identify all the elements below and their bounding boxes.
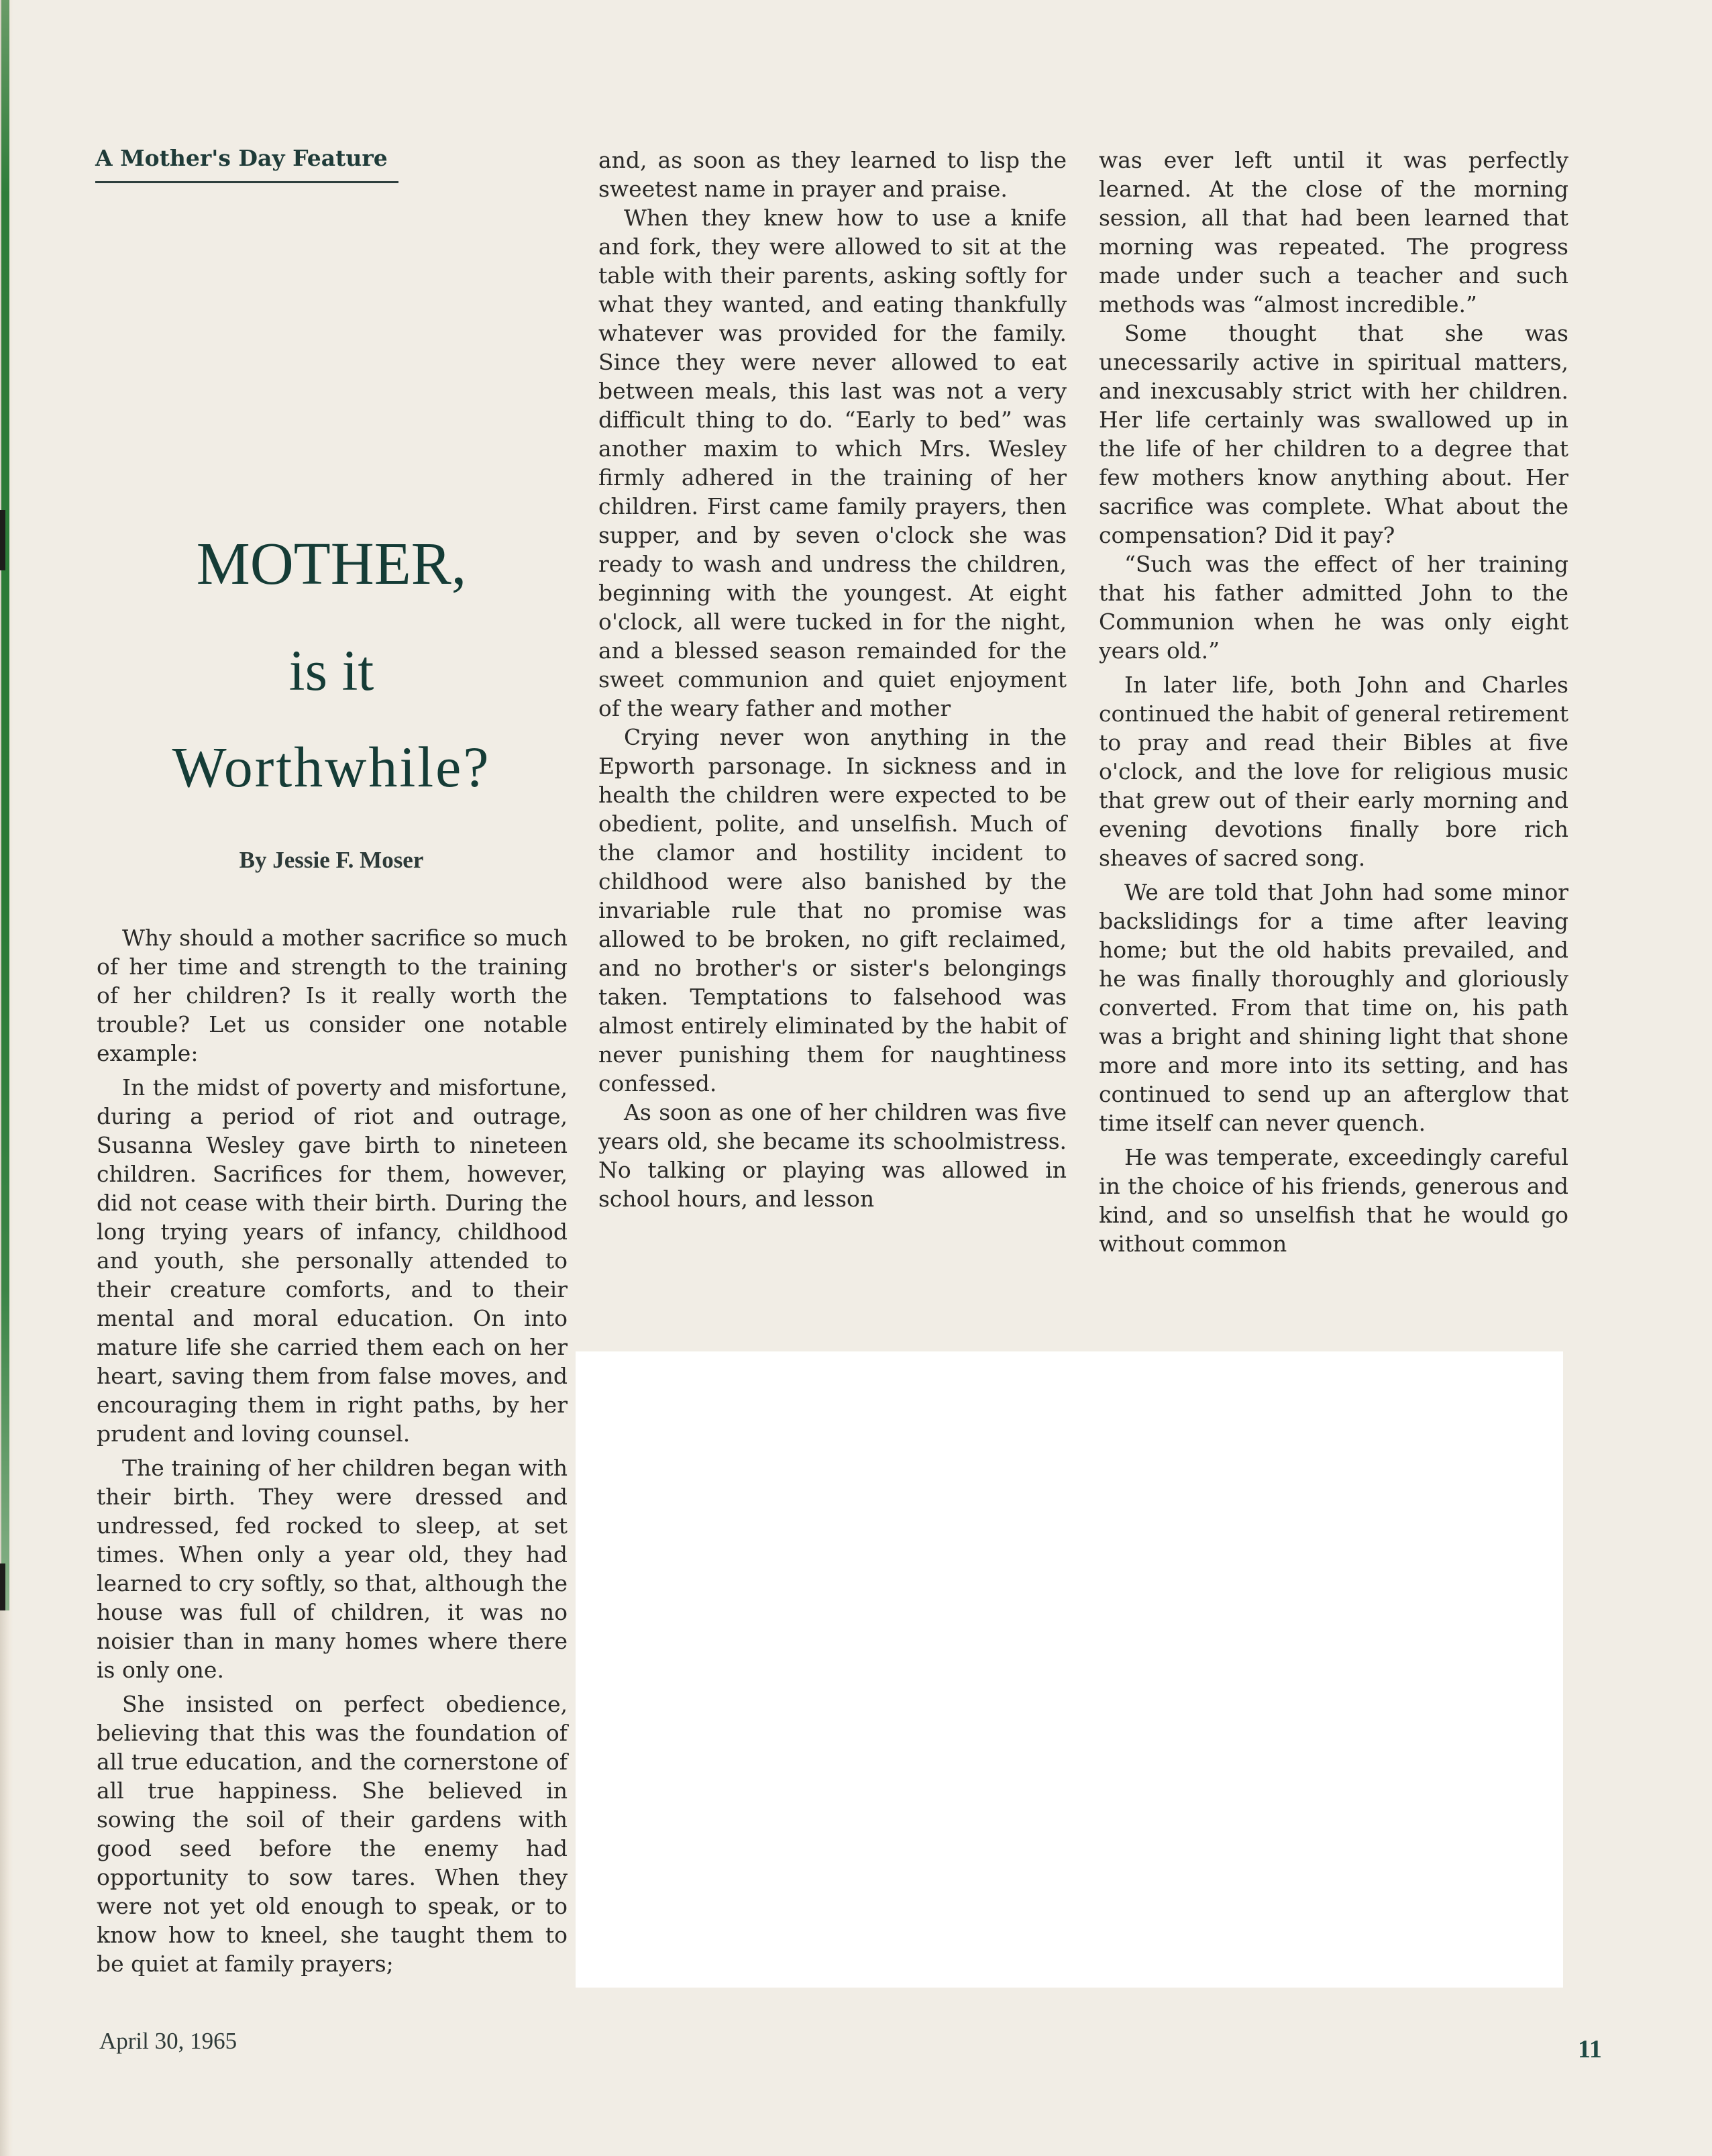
paragraph: She insisted on perfect obedience, believing that this was the foundation of all true education, and the cornerstone of all true happiness. She believed in sowing the soil of their gardens with good seed before the enemy had opportunity to sow tares. When they were not yet old enough to speak, or to know how to kneel, she taught them to be quiet at family prayers; <box>97 1691 568 1977</box>
paragraph: In the midst of poverty and misfortune, during a period of riot and outrage, Susanna Wesley gave birth to nineteen children. Sacrifices for them, however, did not cease with their birth. During the long trying years of infancy, childhood and youth, she personally attended to their creature comforts, and to their mental and moral education. On into mature life she carried them each on her heart, saving them from false moves, and encouraging them in right paths, by her prudent and loving counsel. <box>97 1074 568 1447</box>
paragraph: He was temperate, exceedingly careful in the choice of his friends, generous and kind, and so unselfish that he would go without common <box>1099 1144 1568 1257</box>
article-column-3 <box>1099 146 1568 1258</box>
binding-mark <box>0 510 5 570</box>
blank-image-area <box>576 1351 1563 1988</box>
paragraph: was ever left until it was perfectly learned. At the close of the morning session, all that had been learned that morning was repeated. The progress made under such a teacher and such methods was “almost incredible.” <box>1099 147 1568 317</box>
title-line-1: MOTHER, <box>196 531 467 597</box>
section-label: A Mother's Day Feature <box>95 145 388 171</box>
paragraph: When they knew how to use a knife and fork, they were allowed to sit at the table with their parents, asking softly for what they wanted, and eating thankfully whatever was provided for the family. Since they were never allowed to eat between meals, this last was not a very difficult thing to do. “Early to bed” was another maxim to which Mrs. Wesley firmly adhered in the training of her children. First came family prayers, then supper, and by seven o'clock she was ready to wash and undress the children, beginning with the youngest. At eight o'clock, all were tucked in for the night, and a blessed season remainded for the sweet communion and quiet enjoyment of the weary father and mother <box>598 205 1067 721</box>
paragraph: Crying never won anything in the Epworth parsonage. In sickness and in health the children were expected to be obedient, polite, and unselfish. Much of the clamor and hostility incident to childhood were also banished by the invariable rule that no promise was allowed to be broken, no gift reclaimed, and no brother's or sister's belongings taken. Temptations to falsehood was almost entirely eliminated by the habit of never punishing them for naughtiness confessed. <box>598 724 1067 1096</box>
green-binding-strip <box>1 0 9 1610</box>
paragraph: and, as soon as they learned to lisp the sweetest name in prayer and praise. <box>598 147 1067 202</box>
paragraph: Why should a mother sacrifice so much of her time and strength to the training of her children? Is it really worth the trouble? Let us consider one notable example: <box>97 925 568 1066</box>
section-rule <box>95 181 398 183</box>
paragraph: In later life, both John and Charles continued the habit of general retirement to pray and read their Bibles at five o'clock, and the love for religious music that grew out of their early morning and evening devotions finally bore rich sheaves of sacred song. <box>1099 672 1568 871</box>
paragraph: We are told that John had some minor backslidings for a time after leaving home; but the old habits prevailed, and he was finally thoroughly and gloriously converted. From that time on, his path was a bright and shining light that shone more and more into its setting, and has continued to send up an afterglow that time itself can never quench. <box>1099 879 1568 1136</box>
page-number: 11 <box>1578 2035 1602 2063</box>
article-column-1 <box>97 923 568 1978</box>
title-line-3: Worthwhile? <box>172 735 491 799</box>
paragraph: Some thought that she was unecessarily active in spiritual matters, and inexcusably strict with her children. Her life certainly was swallowed up in the life of her children to a degree that few mothers know anything about. Her sacrifice was complete. What about the compensation? Did it pay? <box>1099 320 1568 548</box>
binding-mark <box>0 1563 5 1610</box>
title-line-2: is it <box>288 638 374 703</box>
byline: By Jessie F. Moser <box>239 847 424 873</box>
paragraph: As soon as one of her children was five years old, she became its schoolmistress. No talking or playing was allowed in school hours, and lesson <box>598 1099 1067 1212</box>
footer-date: April 30, 1965 <box>99 2028 237 2054</box>
paragraph: “Such was the effect of her training that his father admitted John to the Communion when he was only eight years old.” <box>1099 551 1568 664</box>
article-column-2 <box>598 146 1067 1213</box>
paragraph: The training of her children began with their birth. They were dressed and undressed, fed rocked to sleep, at set times. When only a year old, they had learned to cry softly, so that, although the house was full of children, it was no noisier than in many homes where there is only one. <box>97 1455 568 1683</box>
